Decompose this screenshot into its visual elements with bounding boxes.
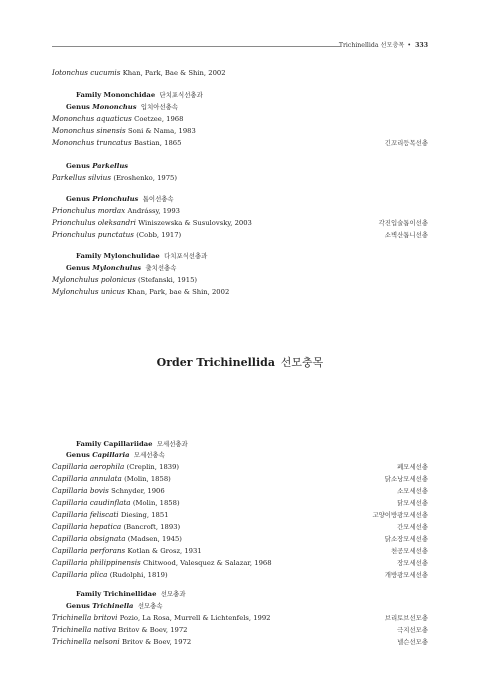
species-name: Capillaria annulata — [52, 474, 122, 483]
family-korean: 단치포식선충과 — [159, 91, 203, 99]
species-name: Prionchulus mordax — [52, 206, 126, 215]
genus-name: Parkellus — [92, 162, 129, 170]
family-korean: 다치포식선충과 — [164, 252, 208, 260]
species-entry — [52, 172, 428, 184]
genus-heading — [66, 600, 163, 612]
species-entry — [52, 113, 428, 125]
species-author: (Creplin, 1839) — [126, 463, 180, 471]
korean-common-name: 닭소장모세선충 — [384, 535, 428, 543]
genus-label: Genus — [66, 264, 90, 272]
species-entry — [52, 557, 428, 569]
genus-korean: 출치선충속 — [145, 264, 177, 272]
family-heading — [76, 588, 186, 600]
species-name: Mononchus truncatus — [52, 138, 132, 147]
species-name: Mylonchulus unicus — [52, 287, 125, 296]
species-entry — [52, 125, 428, 137]
genus-korean: 입치아선충속 — [140, 103, 178, 111]
korean-common-name: 고양이방광모세선충 — [372, 511, 428, 519]
species-author: Kotlan & Grosz, 1931 — [127, 547, 202, 555]
species-name: Capillaria feliscati — [52, 510, 119, 519]
running-head-title: Trichinellida 선모충목 — [338, 42, 405, 49]
species-entry — [52, 217, 428, 229]
species-name: Mylonchulus polonicus — [52, 275, 136, 284]
genus-label: Genus — [66, 162, 90, 170]
species-name: Capillaria perforans — [52, 546, 126, 555]
species-author: Winiszewska & Susulovsky, 2003 — [138, 219, 252, 227]
species-name: Capillaria caudinflata — [52, 498, 131, 507]
genus-name: Mononchus — [92, 103, 137, 111]
species-name: Capillaria bovis — [52, 486, 109, 495]
species-author: Khan, Park, Bae & Shin, 2002 — [122, 69, 226, 77]
korean-common-name: 닭소낭모세선충 — [384, 475, 428, 483]
family-name: Family Trichinellidae — [76, 590, 157, 598]
species-name: Capillaria hepatica — [52, 522, 122, 531]
genus-name: Trichinella — [92, 602, 134, 610]
species-author: (Stefanski, 1915) — [137, 276, 198, 284]
korean-common-name: 각진입술톱이선충 — [378, 219, 428, 227]
order-korean: 선모충목 — [280, 356, 324, 369]
genus-heading — [66, 262, 176, 274]
family-name: Family Mylonchulidae — [76, 252, 160, 260]
species-name: Mononchus aquaticus — [52, 114, 132, 123]
korean-common-name: 긴꼬리등목선충 — [384, 139, 428, 147]
species-entry — [52, 569, 428, 581]
genus-heading — [66, 449, 165, 461]
korean-common-name: 장모세선충 — [397, 559, 428, 567]
species-entry — [52, 473, 428, 485]
species-entry — [52, 229, 428, 241]
family-korean: 선모충과 — [160, 590, 186, 598]
species-author: (Rudolphi, 1819) — [109, 571, 168, 579]
species-author: Bastian, 1865 — [133, 139, 182, 147]
order-name: Order Trichinellida — [156, 356, 275, 369]
species-author: (Molin, 1858) — [124, 475, 171, 483]
species-name: Trichinella nativa — [52, 625, 116, 634]
species-author: (Madsen, 1945) — [127, 535, 182, 543]
korean-common-name: 폐모세선충 — [397, 463, 428, 471]
species-name: Iotonchus cucumis — [52, 68, 121, 77]
genus-heading — [66, 193, 174, 205]
genus-heading — [66, 101, 178, 113]
genus-label: Genus — [66, 195, 90, 203]
korean-common-name: 브리토브선모충 — [384, 614, 428, 622]
order-title — [0, 354, 480, 370]
genus-name: Prionchulus — [92, 195, 139, 203]
species-author: (Eroshenko, 1975) — [113, 174, 178, 182]
species-entry — [52, 485, 428, 497]
species-entry — [52, 624, 428, 636]
species-entry — [52, 274, 428, 286]
species-name: Capillaria aerophila — [52, 462, 125, 471]
genus-korean: 모세선충속 — [133, 451, 165, 459]
genus-name: Mylonchulus — [92, 264, 142, 272]
page-number: 333 — [415, 42, 428, 49]
family-name: Family Capillariidae — [76, 440, 153, 448]
genus-label: Genus — [66, 451, 90, 459]
family-name: Family Mononchidae — [76, 91, 156, 99]
species-entry — [52, 509, 428, 521]
species-entry — [52, 461, 428, 473]
korean-common-name: 소모세선충 — [397, 487, 428, 495]
korean-common-name: 닭모세선충 — [397, 499, 428, 507]
genus-korean: 톱이선충속 — [142, 195, 174, 203]
genus-heading — [66, 160, 128, 172]
header-rule — [52, 46, 340, 47]
species-author: Coetzee, 1968 — [134, 115, 184, 123]
species-name: Trichinella britovi — [52, 613, 118, 622]
species-name: Prionchulus punctatus — [52, 230, 134, 239]
species-entry — [52, 137, 428, 149]
running-head — [339, 40, 428, 49]
species-name: Capillaria obsignata — [52, 534, 126, 543]
korean-common-name: 소벽산톱니선충 — [384, 231, 428, 239]
korean-common-name: 극지선모충 — [397, 626, 428, 634]
species-entry — [52, 205, 428, 217]
species-author: (Cobb, 1917) — [136, 231, 182, 239]
species-author: Britov & Boev, 1972 — [118, 626, 188, 634]
species-author: Schnyder, 1906 — [111, 487, 165, 495]
korean-common-name: 천공모세선충 — [390, 547, 428, 555]
genus-name: Capillaria — [92, 451, 130, 459]
genus-korean: 선모충속 — [137, 602, 163, 610]
korean-common-name: 넬슨선모충 — [397, 638, 428, 646]
species-entry — [52, 636, 428, 648]
species-entry — [52, 612, 428, 624]
genus-label: Genus — [66, 103, 90, 111]
species-entry — [52, 521, 428, 533]
species-name: Capillaria plica — [52, 570, 108, 579]
species-name: Prionchulus oleksandri — [52, 218, 136, 227]
species-author: Andrássy, 1993 — [127, 207, 181, 215]
species-name: Capillaria philippinensis — [52, 558, 141, 567]
family-heading — [76, 250, 207, 262]
species-author: (Bancroft, 1893) — [123, 523, 181, 531]
family-korean: 모세선충과 — [156, 440, 188, 448]
species-entry — [52, 497, 428, 509]
genus-label: Genus — [66, 602, 90, 610]
species-name: Trichinella nelsoni — [52, 637, 120, 646]
species-author: Diesing, 1851 — [120, 511, 169, 519]
family-heading — [76, 89, 203, 101]
running-head-bullet: • — [407, 42, 412, 49]
species-author: Pozio, La Rosa, Murrell & Lichtenfels, 1992 — [119, 614, 271, 622]
species-author: Soni & Nama, 1983 — [128, 127, 196, 135]
korean-common-name: 개방광모세선충 — [384, 571, 428, 579]
species-entry — [52, 286, 428, 298]
species-entry — [52, 533, 428, 545]
species-name: Mononchus sinensis — [52, 126, 126, 135]
species-name: Parkellus silvius — [52, 173, 112, 182]
korean-common-name: 간모세선충 — [397, 523, 428, 531]
species-author: Chitwood, Valesquez & Salazar, 1968 — [142, 559, 272, 567]
species-author: Britov & Boev, 1972 — [121, 638, 192, 646]
species-author: Khan, Park, bae & Shin, 2002 — [127, 288, 230, 296]
species-entry — [52, 545, 428, 557]
species-entry — [52, 67, 428, 79]
species-author: (Molin, 1858) — [132, 499, 180, 507]
